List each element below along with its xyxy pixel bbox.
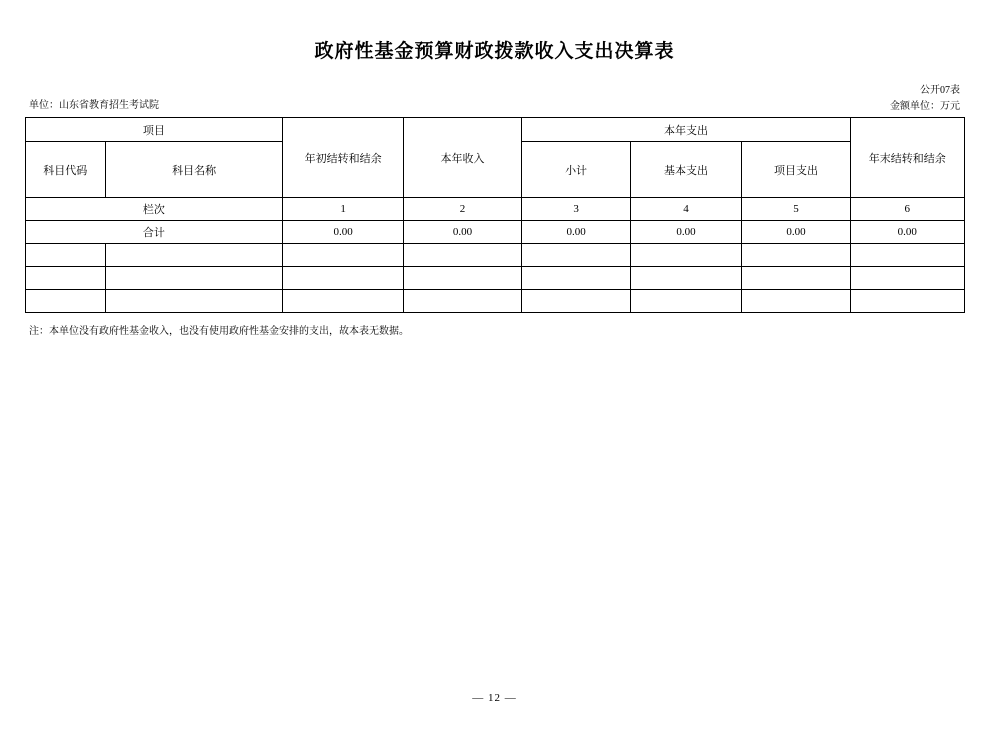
header-basic-expenditure: 基本支出 [630,142,741,198]
table-row [25,267,964,290]
table-header-group-row [25,118,964,142]
header-subtotal: 小计 [522,142,631,198]
cell-current-income [403,244,521,267]
total-end-balance: 0.00 [850,221,964,244]
unit-label: 单位：山东省教育招生考试院 [29,99,159,111]
form-number: 公开07表 [920,85,960,96]
total-begin-balance: 0.00 [283,221,404,244]
page-title: 政府性基金预算财政拨款收入支出决算表 [314,41,675,62]
column-index-4: 4 [630,198,741,221]
cell-basic-expenditure [630,244,741,267]
cell-basic-expenditure [630,267,741,290]
cell-basic-expenditure [630,290,741,313]
cell-project-expenditure [742,290,851,313]
cell-subject-name [105,244,282,267]
header-begin-balance: 年初结转和结余 [283,118,404,198]
header-current-income: 本年收入 [403,118,521,198]
header-project-group: 项目 [25,118,283,142]
budget-table [25,117,965,313]
header-project-expenditure: 项目支出 [742,142,851,198]
cell-end-balance [850,290,964,313]
cell-subtotal [522,290,631,313]
total-project-expenditure: 0.00 [742,221,851,244]
table-row [25,290,964,313]
column-index-2: 2 [403,198,521,221]
column-index-3: 3 [522,198,631,221]
cell-begin-balance [283,290,404,313]
table-note: 注：本单位没有政府性基金收入，也没有使用政府性基金安排的支出，故本表无数据。 [29,326,409,337]
cell-project-expenditure [742,244,851,267]
total-basic-expenditure: 0.00 [630,221,741,244]
cell-subject-name [105,290,282,313]
page-number: — 12 — [472,692,517,704]
header-end-balance: 年末结转和结余 [850,118,964,198]
cell-project-expenditure [742,267,851,290]
cell-begin-balance [283,244,404,267]
cell-begin-balance [283,267,404,290]
total-subtotal: 0.00 [522,221,631,244]
cell-current-income [403,290,521,313]
total-row [25,221,964,244]
column-index-5: 5 [742,198,851,221]
header-subject-name: 科目名称 [105,142,282,198]
document-meta [24,83,965,114]
column-index-row [25,198,964,221]
cell-subject-code [25,244,105,267]
document-page [0,36,989,734]
total-current-income: 0.00 [403,221,521,244]
cell-subject-code [25,290,105,313]
header-subject-code: 科目代码 [25,142,105,198]
cell-end-balance [850,267,964,290]
table-row [25,244,964,267]
cell-subtotal [522,244,631,267]
amount-unit: 金额单位：万元 [890,100,960,112]
meta-right-block [890,83,960,114]
cell-subject-name [105,267,282,290]
header-expenditure-group: 本年支出 [522,118,851,142]
cell-end-balance [850,244,964,267]
total-label: 合计 [25,221,283,244]
column-index-label: 栏次 [25,198,283,221]
cell-subtotal [522,267,631,290]
column-index-1: 1 [283,198,404,221]
cell-current-income [403,267,521,290]
column-index-6: 6 [850,198,964,221]
cell-subject-code [25,267,105,290]
